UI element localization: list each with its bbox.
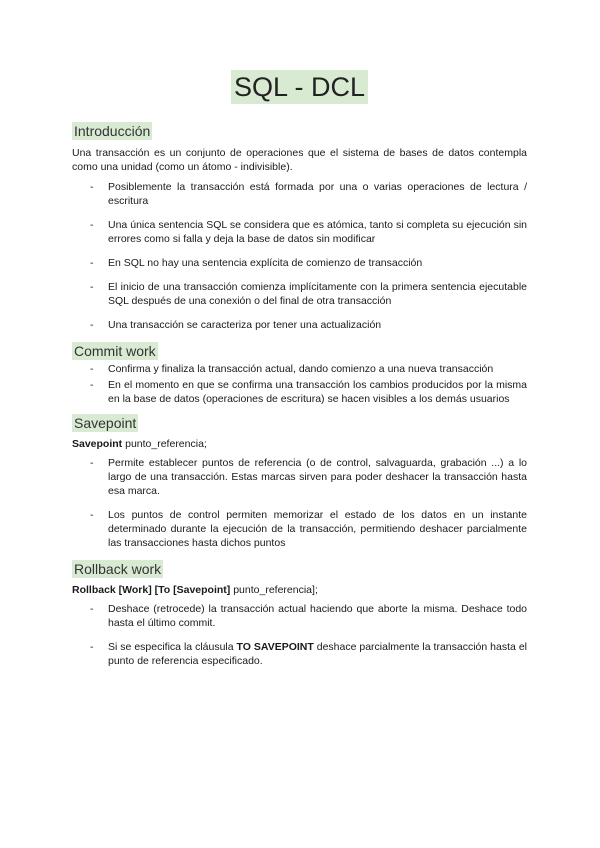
rollback-syntax: [72, 583, 527, 597]
item-text: deshace parcialmente la transacción hasta el punto de referencia especificado.: [108, 641, 527, 667]
list-item: - Deshace (retrocede) la transacción actual haciendo que aborte la misma. Deshace todo hasta el último commit.: [72, 602, 527, 630]
list-item: - Una transacción se caracteriza por tener una actualización: [72, 318, 527, 332]
list-item: - En SQL no hay una sentencia explícita de comienzo de transacción: [72, 256, 527, 270]
heading-rollback-work: Rollback work: [74, 561, 162, 577]
heading-commit-work: Commit work: [74, 343, 156, 359]
heading-introduccion: Introducción: [74, 123, 151, 139]
commit-list: [72, 362, 527, 406]
list-item: - Los puntos de control permiten memorizar el estado de los datos en un instante determinado durante la ejecución de la transacción, permitiendo deshacer parcialmente las transacciones hasta dichos puntos: [72, 508, 527, 550]
list-item: - Confirma y finaliza la transacción actual, dando comienzo a una nueva transacción: [72, 362, 527, 376]
savepoint-list: [72, 456, 527, 550]
section-rollback-work: [72, 560, 527, 668]
syntax-args: punto_referencia];: [230, 584, 318, 596]
item-text: Si se especifica la cláusula: [108, 641, 237, 653]
list-item: - El inicio de una transacción comienza implícitamente con la primera sentencia ejecutable SQL después de una conexión o del final de otra transacción: [72, 280, 527, 308]
syntax-args: punto_referencia;: [122, 438, 207, 450]
rollback-list: [72, 602, 527, 668]
syntax-keyword: Rollback [Work] [To [Savepoint]: [72, 584, 231, 596]
intro-paragraph: Una transacción es un conjunto de operaciones que el sistema de bases de datos contempla como una unidad (como un átomo - indivisible).: [72, 147, 527, 173]
syntax-keyword: Savepoint: [72, 438, 123, 450]
list-item: - Permite establecer puntos de referencia (o de control, salvaguarda, grabación ...) a lo largo de una transacción. Estas marcas sirven para poder deshacer la transacción hasta esa marca.: [72, 456, 527, 498]
clause-keyword: TO SAVEPOINT: [236, 641, 314, 653]
document-page: [72, 70, 527, 678]
savepoint-syntax: [72, 437, 527, 451]
section-commit-work: [72, 342, 527, 406]
list-item: - Una única sentencia SQL se considera que es atómica, tanto si completa su ejecución sin errores como si falla y deja la base de datos sin modificar: [72, 218, 527, 246]
section-savepoint: [72, 414, 527, 550]
list-item: [72, 640, 527, 668]
page-title: SQL - DCL: [231, 70, 368, 104]
list-item: - En el momento en que se confirma una transacción los cambios producidos por la misma en la base de datos (operaciones de escritura) se hacen visibles a los demás usuarios: [72, 378, 527, 406]
section-introduccion: [72, 122, 527, 332]
heading-savepoint: Savepoint: [74, 415, 137, 431]
list-item: - Posiblemente la transacción está formada por una o varias operaciones de lectura / escritura: [72, 180, 527, 208]
intro-list: [72, 180, 527, 332]
